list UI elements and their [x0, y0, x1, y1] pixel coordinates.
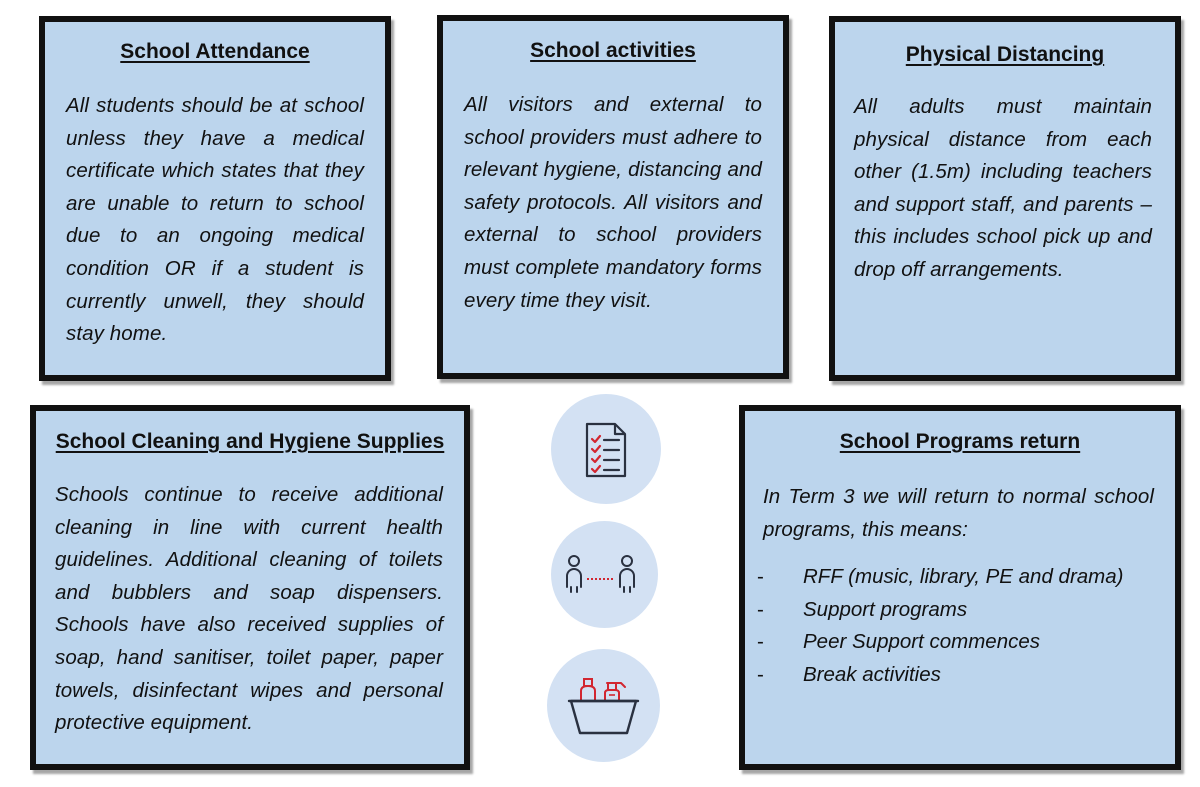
physical-distancing-text: All adults must maintain physical distance from each other (1.5m) including teachers and support staff, and parents – this includes school pick up and drop off arrangements. — [854, 95, 1152, 281]
bullet-dash: - — [757, 565, 764, 588]
school-programs-intro: In Term 3 we will return to normal school programs, this means: — [763, 485, 1154, 541]
cleaning-supplies-text: Schools continue to receive additional cleaning in line with current health guidelines. Additional cleaning of toilets and bubblers and soap dispensers. Schools have also received supplies of soap, hand sanitiser, toilet paper, paper towels, disinfectant wipes and personal protective equipment. — [55, 483, 443, 735]
school-activities-card — [437, 15, 789, 379]
list-item — [757, 561, 1123, 594]
bullet-dash: - — [757, 662, 764, 686]
list-item — [757, 626, 1123, 659]
physical-distancing-card — [829, 16, 1181, 381]
social-distancing-icon — [551, 521, 658, 628]
physical-distancing-title: Physical Distancing — [905, 43, 1105, 66]
school-activities-title: School activities — [530, 39, 696, 62]
bullet-dash: - — [757, 597, 764, 621]
school-programs-title: School Programs return — [839, 430, 1081, 453]
list-item-text: Support programs — [803, 597, 968, 621]
list-item — [757, 594, 1123, 627]
school-programs-card — [739, 405, 1181, 770]
school-programs-list — [757, 561, 1123, 691]
school-activities-text: All visitors and external to school providers must adhere to relevant hygiene, distancing and safety protocols. All visitors and external to school providers must complete mandatory forms every time they visit. — [464, 93, 762, 312]
bullet-dash: - — [757, 630, 764, 654]
list-item — [757, 659, 1123, 692]
cleaning-supplies-icon — [547, 649, 660, 762]
school-attendance-card — [39, 16, 391, 381]
school-attendance-text: All students should be at school unless they have a medical certificate which states that they are unable to return to school due to an ongoing medical condition OR if a student is currently unwell, they should stay home. — [66, 94, 364, 346]
checklist-icon — [551, 394, 661, 504]
list-item-text: RFF (music, library, PE and drama) — [803, 565, 1124, 588]
list-item-text: Peer Support commences — [803, 630, 1041, 654]
cleaning-supplies-title: School Cleaning and Hygiene Supplies — [55, 430, 445, 453]
cleaning-supplies-card — [30, 405, 470, 770]
list-item-text: Break activities — [803, 662, 941, 686]
school-attendance-title: School Attendance — [120, 40, 310, 63]
